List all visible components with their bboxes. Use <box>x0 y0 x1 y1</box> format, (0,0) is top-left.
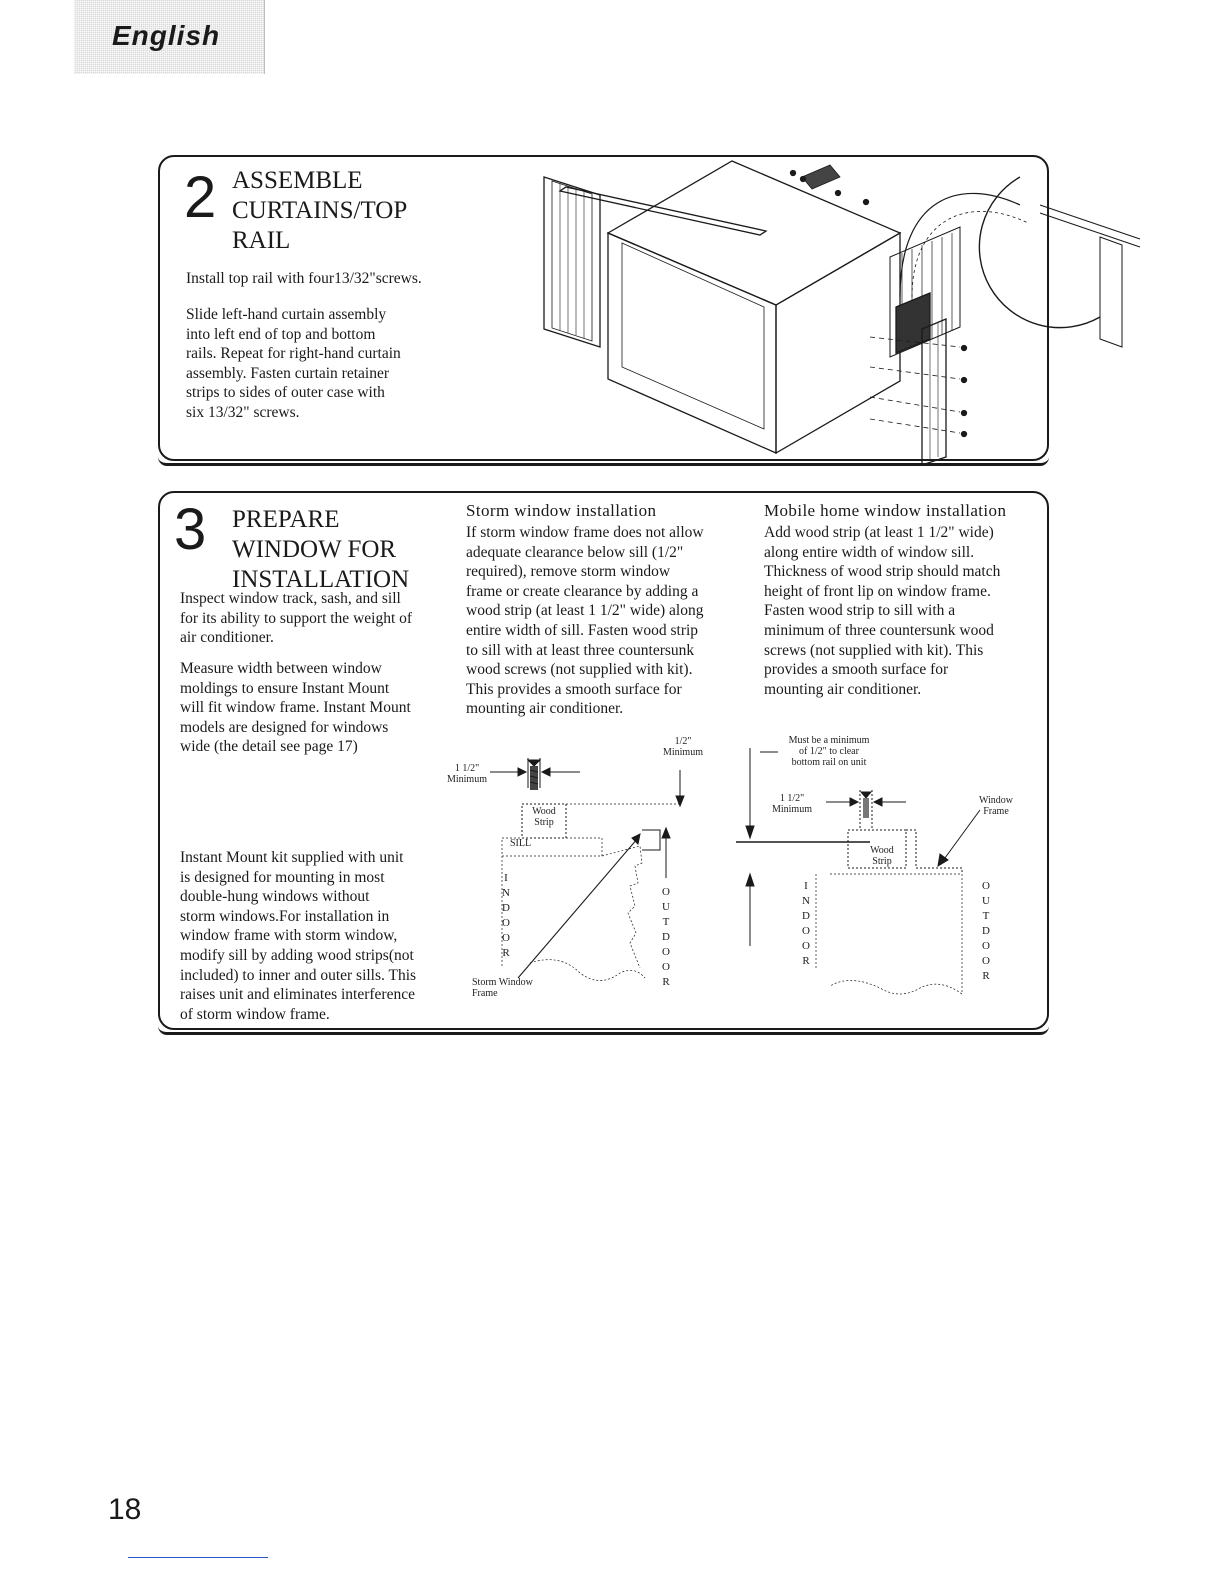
storm-frame-label <box>472 977 562 999</box>
step3-instant-mount-text <box>180 848 416 1024</box>
letter: D <box>662 931 670 943</box>
text-line: storm windows.For installation in <box>180 907 390 925</box>
text-line: required), remove storm window <box>466 563 671 581</box>
text-line: Thickness of wood strip should match <box>764 563 1001 581</box>
text-line: for its ability to support the weight of <box>180 609 413 627</box>
text-line: height of front lip on window frame. <box>764 582 991 600</box>
letter: R <box>502 947 510 959</box>
text-line: of storm window frame. <box>180 1005 330 1023</box>
text-line: Add wood strip (at least 1 1/2" wide) <box>764 524 994 541</box>
storm-half-inch-label <box>658 736 708 758</box>
storm-indoor-label <box>500 871 512 961</box>
wood-text: Wood <box>532 806 556 817</box>
text-line: Inspect window track, sash, and sill <box>180 590 401 607</box>
strip-text: Strip <box>872 856 892 867</box>
text-line: assembly. Fasten curtain retainer <box>186 364 390 382</box>
storm-wood-strip-label <box>522 806 566 828</box>
text-line: along entire width of window sill. <box>764 543 975 561</box>
sill-label: SILL <box>510 838 532 849</box>
text-line: air conditioner. <box>180 629 274 647</box>
case-top <box>608 161 900 305</box>
text-line: mounting air conditioner. <box>466 700 624 718</box>
window-frame-label <box>970 795 1022 817</box>
text-line: raises unit and eliminates interference <box>180 986 415 1004</box>
text-line: Instant Mount kit supplied with unit <box>180 849 404 866</box>
step3-title-line: WINDOW FOR <box>232 536 397 563</box>
letter: N <box>802 895 810 907</box>
dimension-text: Minimum <box>662 747 703 758</box>
letter: U <box>982 895 990 907</box>
letter: O <box>502 932 510 944</box>
text-line: frame or create clearance by adding a <box>466 582 699 600</box>
mobile-wood-strip-label <box>860 845 904 867</box>
label-line: bottom rail on unit <box>791 757 867 768</box>
dimension-text: Minimum <box>771 804 812 815</box>
text-line: adequate clearance below sill (1/2" <box>466 543 684 561</box>
text-line: minimum of three countersunk wood <box>764 621 994 639</box>
top-rail <box>560 187 766 235</box>
text-line: into left end of top and bottom <box>186 325 376 343</box>
label-line: Storm Window <box>472 977 533 988</box>
letter: R <box>662 976 670 988</box>
dimension-text: Minimum <box>446 774 487 785</box>
text-line: If storm window frame does not allow <box>466 524 704 541</box>
step2-panel <box>158 155 1049 461</box>
text-line: Fasten wood strip to sill with a <box>764 602 956 620</box>
strip-text: Strip <box>534 817 554 828</box>
step2-number: 2 <box>184 165 217 230</box>
step2-title-line: ASSEMBLE <box>232 167 363 194</box>
letter: O <box>982 880 990 892</box>
text-line: to sill with at least three countersunk <box>466 641 695 659</box>
dimension-text: 1 1/2" <box>779 793 805 804</box>
text-line: six 13/32" screws. <box>186 403 300 421</box>
step2-title <box>232 166 407 256</box>
text-line: is designed for mounting in most <box>180 868 385 886</box>
text-line: wide (the detail see page 17) <box>180 738 358 756</box>
label-line: Must be a minimum <box>788 735 870 746</box>
letter: U <box>662 901 670 913</box>
storm-window-heading: Storm window installation <box>466 501 657 520</box>
text-line: entire width of sill. Fasten wood strip <box>466 621 699 639</box>
letter: I <box>804 880 808 892</box>
letter: O <box>502 917 510 929</box>
clearance-note <box>774 735 884 768</box>
letter: R <box>802 955 810 967</box>
wood-text: Wood <box>870 845 894 856</box>
text-line: moldings to ensure Instant Mount <box>180 679 390 697</box>
letter: O <box>802 925 810 937</box>
dimension-text: 1 1/2" <box>454 763 480 774</box>
letter: T <box>662 916 670 928</box>
letter: I <box>504 872 508 884</box>
storm-window-text <box>466 523 704 719</box>
dimension-text: 1/2" <box>674 736 692 747</box>
storm-width-label <box>442 763 492 785</box>
label-line: of 1/2" to clear <box>799 746 859 757</box>
curtain-assembly-illustration <box>540 157 1040 457</box>
storm-outdoor-label <box>660 885 672 990</box>
letter: D <box>802 910 810 922</box>
step3-measure-text <box>180 659 411 757</box>
step3-title-line: INSTALLATION <box>232 566 410 593</box>
label-line: Frame <box>983 806 1009 817</box>
text-line: models are designed for windows <box>180 718 389 736</box>
screw-icon <box>528 760 540 790</box>
language-tab <box>74 0 265 74</box>
letter: O <box>662 961 670 973</box>
text-line: Measure width between window <box>180 660 382 677</box>
mobile-home-text <box>764 523 1000 699</box>
letter: D <box>982 925 990 937</box>
left-curtain <box>544 177 600 347</box>
step3-number: 3 <box>174 497 207 562</box>
letter: O <box>662 946 670 958</box>
text-line: provides a smooth surface for <box>764 661 949 679</box>
mobile-outdoor-label <box>980 879 992 984</box>
letter: O <box>662 886 670 898</box>
text-line: included) to inner and outer sills. This <box>180 966 417 984</box>
language-label: English <box>112 20 221 51</box>
text-line: mounting air conditioner. <box>764 680 922 698</box>
step2-title-line: RAIL <box>232 227 291 254</box>
text-line: wood strip (at least 1 1/2" wide) along <box>466 602 704 620</box>
page-number: 18 <box>108 1493 142 1526</box>
text-line: strips to sides of outer case with <box>186 384 385 402</box>
letter: O <box>802 940 810 952</box>
label-line: Window <box>978 795 1014 806</box>
text-line: will fit window frame. Instant Mount <box>180 699 411 717</box>
step3-title-line: PREPARE <box>232 506 340 533</box>
mobile-indoor-label <box>800 879 812 969</box>
step3-panel <box>158 491 1049 1030</box>
mobile-home-heading: Mobile home window installation <box>764 501 1007 520</box>
letter: O <box>982 940 990 952</box>
step3-title <box>232 505 409 595</box>
step2-instruction-1: Install top rail with four13/32"screws. <box>186 270 422 287</box>
text-line: rails. Repeat for right-hand curtain <box>186 345 401 363</box>
step2-title-line: CURTAINS/TOP <box>232 197 408 224</box>
step2-instruction-2 <box>186 305 401 423</box>
text-line: window frame with storm window, <box>180 927 398 945</box>
text-line: wood screws (not supplied with kit). <box>466 661 693 679</box>
letter: O <box>982 955 990 967</box>
text-line: double-hung windows without <box>180 888 370 906</box>
mobile-width-label <box>762 793 822 815</box>
footer-rule <box>128 1557 268 1558</box>
letter: R <box>982 970 990 982</box>
letter: T <box>982 910 990 922</box>
text-line: Slide left-hand curtain assembly <box>186 306 387 323</box>
screw-icon <box>861 792 871 818</box>
text-line: This provides a smooth surface for <box>466 680 682 698</box>
text-line: screws (not supplied with kit). This <box>764 641 984 659</box>
letter: N <box>502 887 510 899</box>
text-line: modify sill by adding wood strips(not <box>180 946 414 964</box>
label-line: Frame <box>472 988 498 999</box>
letter: D <box>502 902 510 914</box>
step3-inspect-text <box>180 589 412 648</box>
